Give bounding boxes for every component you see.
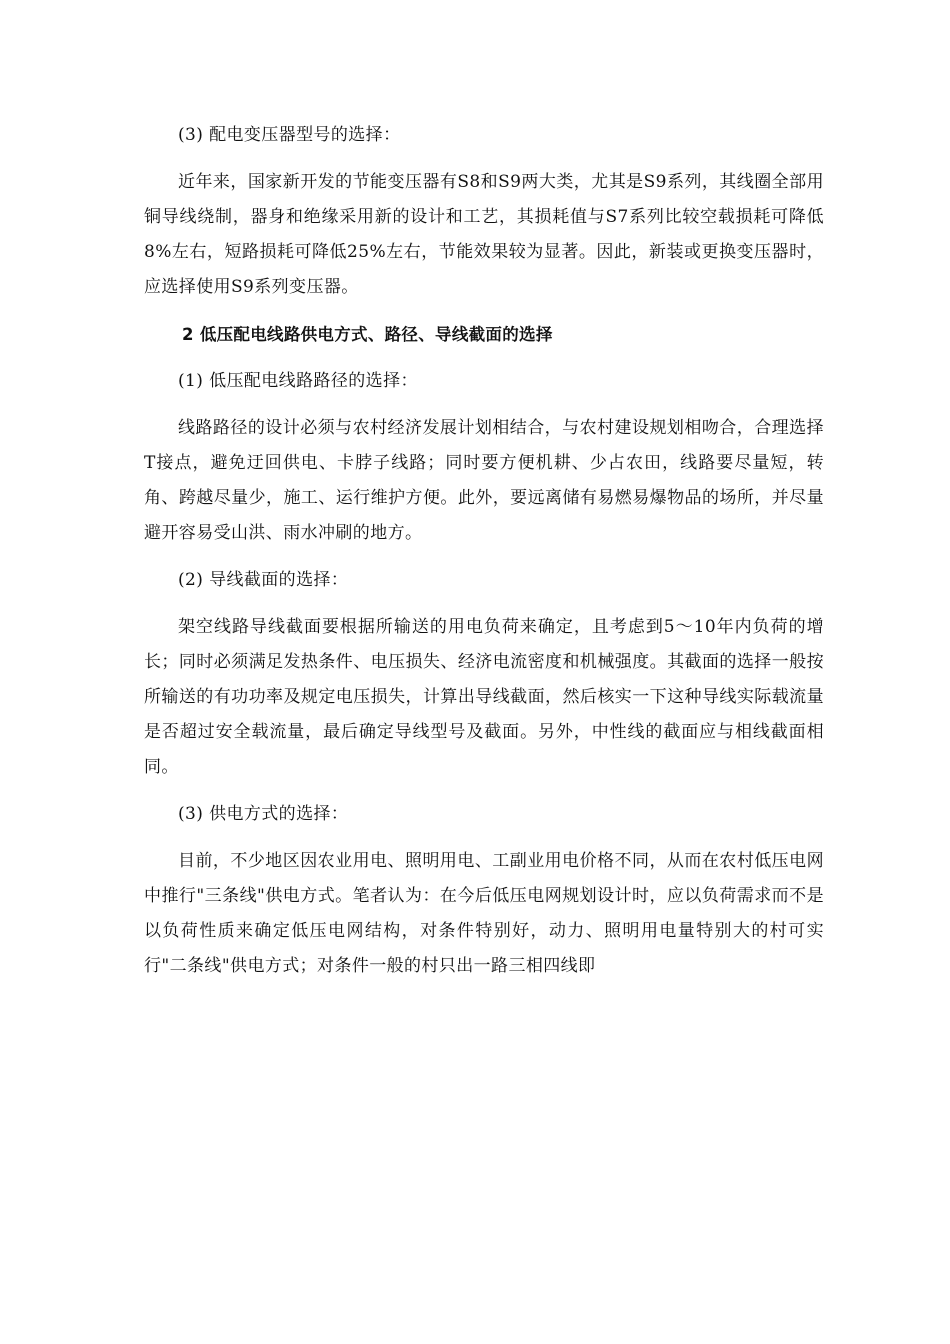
section-heading: 2 低压配电线路供电方式、路径、导线截面的选择 bbox=[182, 325, 553, 344]
list-item-conductor-section: (2) 导线截面的选择： bbox=[178, 570, 349, 590]
list-item-line-route: (1) 低压配电线路路径的选择： bbox=[178, 371, 418, 391]
document-body bbox=[144, 118, 824, 984]
list-item-supply-mode: (3) 供电方式的选择： bbox=[178, 804, 349, 824]
paragraph-supply-mode: 目前，不少地区因农业用电、照明用电、工副业用电价格不同，从而在农村低压电网中推行"三条线"供电方式。笔者认为：在今后低压电网规划设计时，应以负荷需求而不是以负荷性质来确定低压电网结构，对条件特别好，动力、照明用电量特别大的村可实行"二条线"供电方式；对条件一般的村只出一路三相四线即 bbox=[144, 851, 824, 976]
list-item-transformer-model: (3) 配电变压器型号的选择： bbox=[178, 125, 401, 145]
paragraph-line-route: 线路路径的设计必须与农村经济发展计划相结合，与农村建设规划相吻合，合理选择T接点，避免迂回供电、卡脖子线路；同时要方便机耕、少占农田，线路要尽量短，转角、跨越尽量少，施工、运行维护方便。此外，要远离储有易燃易爆物品的场所，并尽量避开容易受山洪、雨水冲刷的地方。 bbox=[144, 418, 824, 543]
paragraph-conductor-section: 架空线路导线截面要根据所输送的用电负荷来确定，且考虑到5～10年内负荷的增长；同时必须满足发热条件、电压损失、经济电流密度和机械强度。其截面的选择一般按所输送的有功功率及规定电压损失，计算出导线截面，然后核实一下这种导线实际载流量是否超过安全载流量，最后确定导线型号及截面。另外，中性线的截面应与相线截面相同。 bbox=[144, 617, 824, 777]
paragraph-transformer-selection: 近年来，国家新开发的节能变压器有S8和S9两大类，尤其是S9系列，其线圈全部用铜导线绕制，器身和绝缘采用新的设计和工艺，其损耗值与S7系列比较空载损耗可降低8%左右，短路损耗可降低25%左右，节能效果较为显著。因此，新装或更换变压器时，应选择使用S9系列变压器。 bbox=[144, 172, 824, 297]
